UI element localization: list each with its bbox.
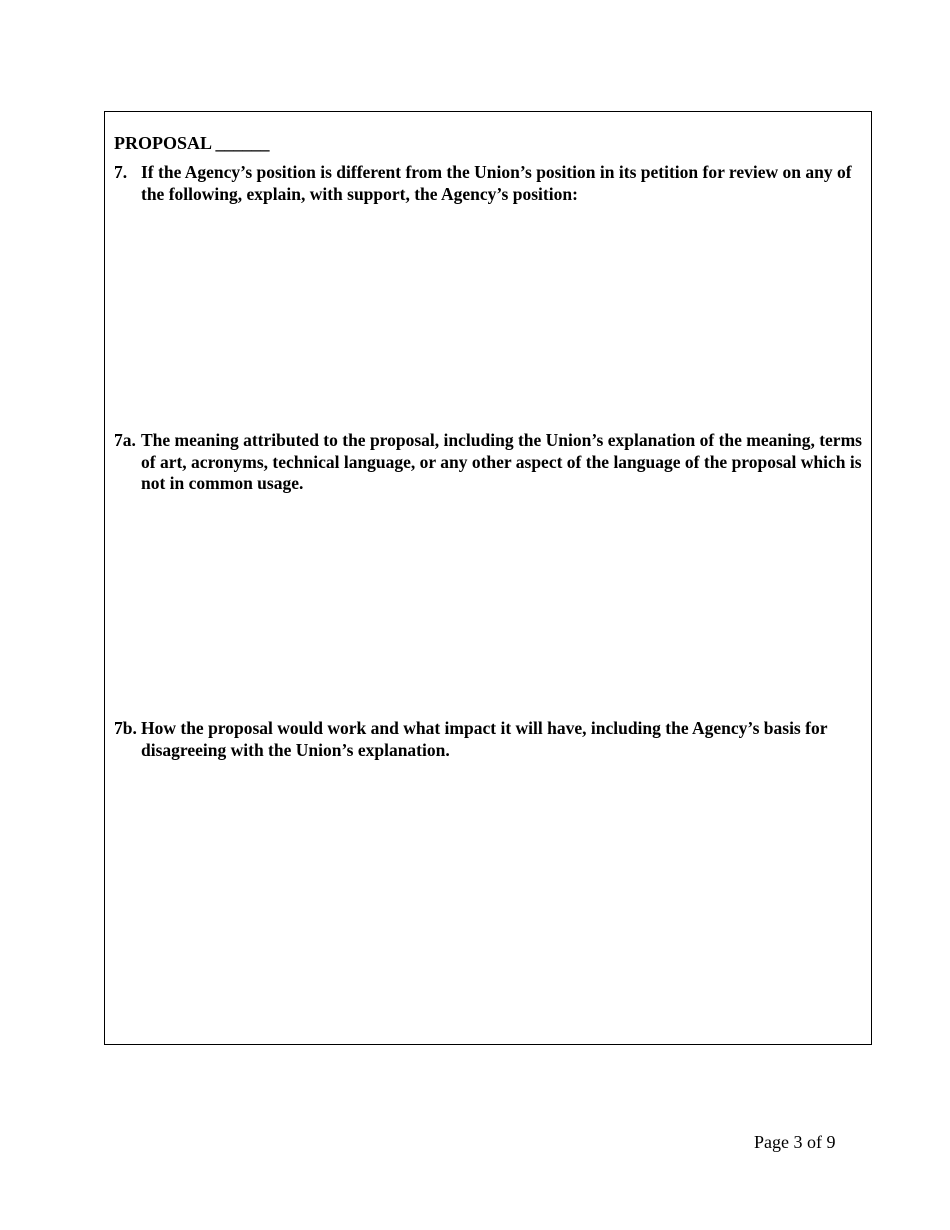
answer-area-7[interactable] (114, 212, 864, 422)
question-text: The meaning attributed to the proposal, including the Union’s explanation of the meaning, terms of art, acronyms, technical language, or any other aspect of the language of the proposal which is not in common usage. (141, 430, 862, 493)
question-7a (114, 430, 866, 495)
question-7b (114, 718, 866, 761)
page-number: Page 3 of 9 (754, 1132, 836, 1152)
answer-area-7a[interactable] (114, 502, 864, 707)
question-text: How the proposal would work and what impact it will have, including the Agency’s basis for disagreeing with the Union’s explanation. (141, 718, 828, 760)
proposal-form-box (104, 111, 872, 1045)
proposal-label: PROPOSAL ______ (114, 133, 270, 153)
question-text: If the Agency’s position is different from the Union’s position in its petition for review on any of the following, explain, with support, the Agency’s position: (141, 162, 852, 204)
question-7 (114, 162, 866, 205)
answer-area-7b[interactable] (114, 767, 864, 1037)
question-number: 7a. (114, 430, 136, 450)
question-number: 7. (114, 162, 128, 182)
question-number: 7b. (114, 718, 137, 738)
